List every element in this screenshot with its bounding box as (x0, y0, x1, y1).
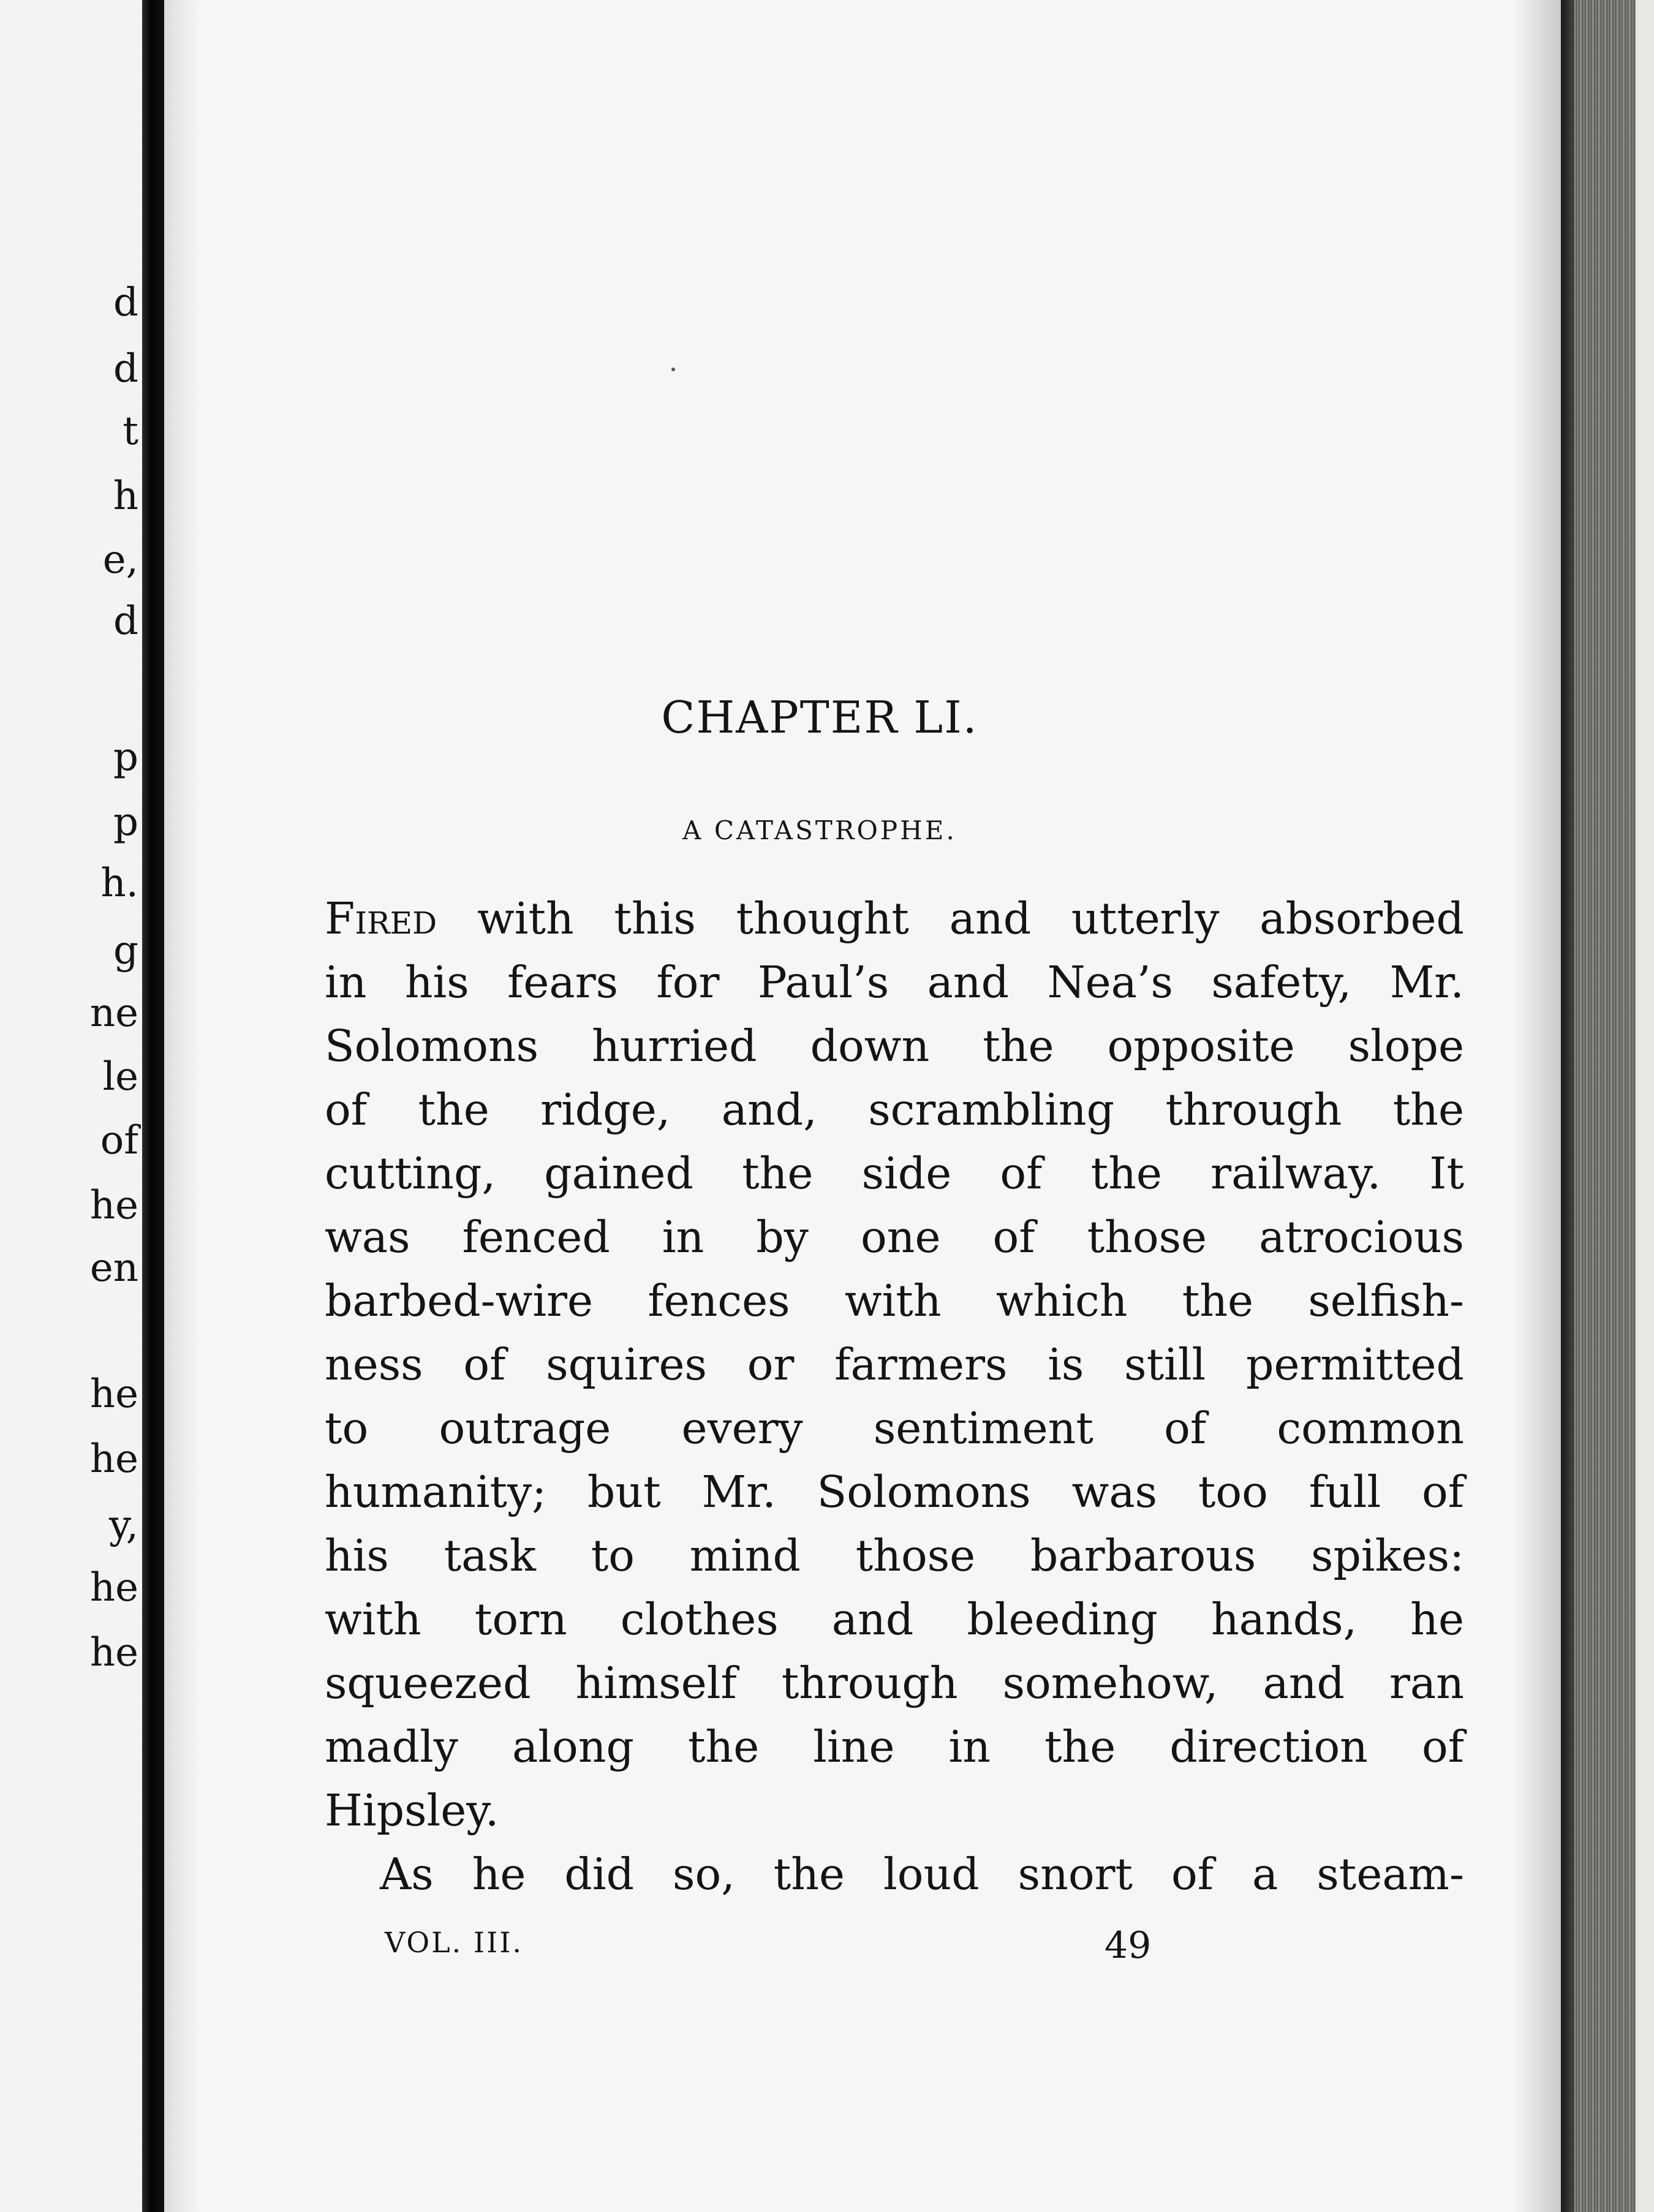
text-line: cutting, gained the side of the railway. It (325, 1148, 1464, 1199)
text-line: of the ridge, and, scrambling through the (325, 1084, 1464, 1135)
facing-page-fragment: e, (102, 537, 138, 583)
drop-word: Fired (325, 893, 437, 944)
facing-page-fragment: d (113, 346, 138, 391)
facing-page-fragment: he (89, 1436, 138, 1482)
text-line: Fired with this thought and utterly absorbed (325, 893, 1464, 944)
page-edge-shadow (1561, 0, 1574, 2212)
facing-page-fragment: he (89, 1372, 138, 1417)
chapter-subtitle: A CATASTROPHE. (682, 815, 957, 845)
facing-page-fragment: le (102, 1054, 138, 1100)
text-line: ness of squires or farmers is still permitted (325, 1339, 1464, 1390)
chapter-title: CHAPTER LI. (661, 692, 978, 743)
facing-page-fragment: y, (109, 1503, 138, 1548)
text-line: Hipsley. (325, 1785, 499, 1836)
text-line: madly along the line in the direction of (325, 1721, 1464, 1772)
facing-page-fragment: en (89, 1245, 138, 1291)
paper-speck (671, 368, 675, 371)
page-edges-right (1561, 0, 1654, 2212)
book-gutter (142, 0, 164, 2212)
facing-page-fragment: he (89, 1630, 138, 1675)
facing-page-fragment: p (113, 734, 138, 780)
facing-page-fragment: h. (100, 861, 138, 906)
facing-page-fragment: he (89, 1183, 138, 1228)
text-line: to outrage every sentiment of common (325, 1403, 1464, 1454)
facing-page-left (0, 0, 142, 2212)
text-line: Solomons hurried down the opposite slope (325, 1021, 1464, 1071)
page-edge-highlight (1636, 0, 1654, 2212)
text-line: with torn clothes and bleeding hands, he (325, 1594, 1464, 1645)
facing-page-fragment: d (113, 280, 138, 325)
volume-signature: VOL. III. (385, 1926, 524, 1959)
main-page (164, 0, 1561, 2212)
text-line: As he did so, the loud snort of a steam- (380, 1849, 1464, 1900)
facing-page-fragment: d (113, 598, 138, 644)
facing-page-fragment: g (113, 928, 138, 973)
facing-page-fragment: t (123, 409, 138, 454)
text-line: humanity; but Mr. Solomons was too full of (325, 1466, 1464, 1517)
page-number: 49 (1105, 1924, 1152, 1967)
facing-page-fragment: p (113, 799, 138, 845)
text-line: was fenced in by one of those atrocious (325, 1212, 1464, 1263)
body-text (325, 887, 1464, 1906)
facing-page-fragment: he (89, 1565, 138, 1610)
text-line: in his fears for Paul’s and Nea’s safety, Mr. (325, 957, 1464, 1008)
facing-page-fragment: ne (89, 991, 138, 1036)
text-line: barbed-wire fences with which the selfish- (325, 1275, 1464, 1326)
text-line: his task to mind those barbarous spikes: (325, 1530, 1464, 1581)
facing-page-fragment: of (100, 1118, 138, 1163)
facing-page-fragment: h (113, 474, 138, 519)
text-line: squeezed himself through somehow, and ran (325, 1658, 1464, 1708)
